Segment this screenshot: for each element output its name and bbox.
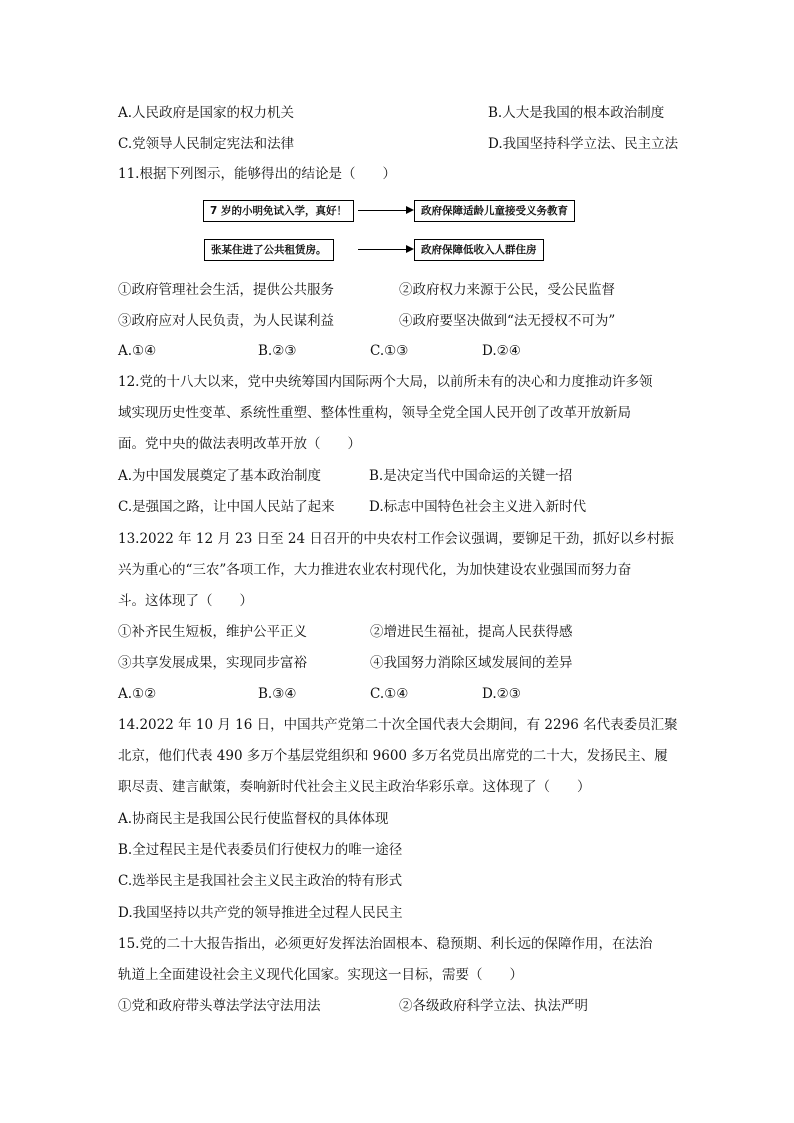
- q10-options-row-2: [118, 134, 679, 154]
- q11-option-d: D.②④: [482, 343, 521, 359]
- q10-option-b: B.人大是我国的根本政治制度: [488, 105, 665, 121]
- q13-option-d: D.②③: [482, 686, 521, 702]
- q11-option-c: C.①③: [370, 343, 409, 359]
- q11-diagram-arrow-1: [358, 210, 412, 211]
- q15-statements-row-1: [118, 996, 588, 1016]
- q11-diagram-box-1-left: 7 岁的小明免试入学，真好！: [203, 200, 354, 222]
- q11-diagram-box-2-right: 政府保障低收入人群住房: [414, 239, 544, 261]
- q15-statement-1: ①党和政府带头尊法学法守法用法: [118, 998, 321, 1014]
- q14-stem-line-1: 14.2022 年 10 月 16 日，中国共产党第二十次全国代表大会期间，有 2296 名代表委员汇聚: [118, 717, 678, 733]
- q15-statement-2: ②各级政府科学立法、执法严明: [399, 998, 588, 1014]
- q12-option-a: A.为中国发展奠定了基本政治制度: [118, 468, 322, 484]
- q11-statement-2: ②政府权力来源于公民，受公民监督: [399, 282, 615, 298]
- q12-stem-line-1: 12.党的十八大以来，党中央统筹国内国际两个大局，以前所未有的决心和力度推动许多领: [118, 374, 653, 390]
- q13-statements-row-1: [118, 622, 573, 642]
- q10-option-c: C.党领导人民制定宪法和法律: [118, 136, 295, 152]
- q11-diagram-box-1-right: 政府保障适龄儿童接受义务教育: [414, 200, 575, 222]
- q11-option-a: A.①④: [118, 343, 157, 359]
- q11-statements-row-1: [118, 280, 615, 300]
- q14-option-d: D.我国坚持以共产党的领导推进全过程人民民主: [118, 905, 403, 921]
- q12-option-b: B.是决定当代中国命运的关键一招: [369, 468, 573, 484]
- q11-diagram-arrow-2: [358, 249, 412, 250]
- q14-stem-line-3: 职尽责、建言献策，奏响新时代社会主义民主政治华彩乐章。这体现了（ ）: [118, 779, 591, 795]
- q12-option-d: D.标志中国特色社会主义进入新时代: [369, 499, 587, 515]
- q11-statement-1: ①政府管理社会生活，提供公共服务: [118, 282, 334, 298]
- q10-options-row-1: [118, 103, 665, 123]
- q13-stem-line-1: 13.2022 年 12 月 23 日至 24 日召开的中央农村工作会议强调，要铆足干劲，抓好以乡村振: [118, 531, 674, 547]
- q11-option-b: B.②③: [258, 343, 297, 359]
- q13-statement-2: ②增进民生福祉，提高人民获得感: [370, 624, 573, 640]
- q11-stem: 11.根据下列图示，能够得出的结论是（ ）: [118, 166, 396, 182]
- q12-stem-line-3: 面。党中央的做法表明改革开放（ ）: [118, 436, 361, 452]
- q11-statement-4: ④政府要坚决做到“法无授权不可为”: [399, 313, 616, 329]
- q12-options-row-1: [118, 466, 573, 486]
- q13-statements-row-2: [118, 653, 573, 673]
- q10-option-a: A.人民政府是国家的权力机关: [118, 105, 295, 121]
- q13-stem-line-3: 斗。这体现了（ ）: [118, 593, 253, 609]
- q14-option-b: B.全过程民主是代表委员们行使权力的唯一途径: [118, 842, 403, 858]
- q15-stem-line-1: 15.党的二十大报告指出，必须更好发挥法治固根本、稳预期、利长远的保障作用，在法治: [118, 936, 653, 952]
- q13-option-b: B.③④: [258, 686, 297, 702]
- q14-stem-line-2: 北京，他们代表 490 多万个基层党组织和 9600 多万名党员出席党的二十大，发扬民主、履: [118, 748, 668, 764]
- q11-statement-3: ③政府应对人民负责，为人民谋利益: [118, 313, 334, 329]
- q12-options-row-2: [118, 497, 587, 517]
- q13-stem-line-2: 兴为重心的“三农”各项工作，大力推进农业农村现代化，为加快建设农业强国而努力奋: [118, 562, 632, 578]
- q11-statements-row-2: [118, 311, 616, 331]
- q13-option-a: A.①②: [118, 686, 157, 702]
- q10-option-d: D.我国坚持科学立法、民主立法: [488, 136, 679, 152]
- q12-option-c: C.是强国之路，让中国人民站了起来: [118, 499, 335, 515]
- q15-stem-line-2: 轨道上全面建设社会主义现代化国家。实现这一目标，需要（ ）: [118, 967, 523, 983]
- q13-statement-1: ①补齐民生短板，维护公平正义: [118, 624, 307, 640]
- q12-stem-line-2: 域实现历史性变革、系统性重塑、整体性重构，领导全党全国人民开创了改革开放新局: [118, 405, 631, 421]
- q11-diagram-box-2-left: 张某住进了公共租赁房。: [204, 239, 334, 261]
- q13-option-c: C.①④: [370, 686, 409, 702]
- q13-statement-4: ④我国努力消除区域发展间的差异: [370, 655, 573, 671]
- q14-option-a: A.协商民主是我国公民行使监督权的具体体现: [118, 811, 389, 827]
- q13-statement-3: ③共享发展成果，实现同步富裕: [118, 655, 307, 671]
- q14-option-c: C.选举民主是我国社会主义民主政治的特有形式: [118, 873, 403, 889]
